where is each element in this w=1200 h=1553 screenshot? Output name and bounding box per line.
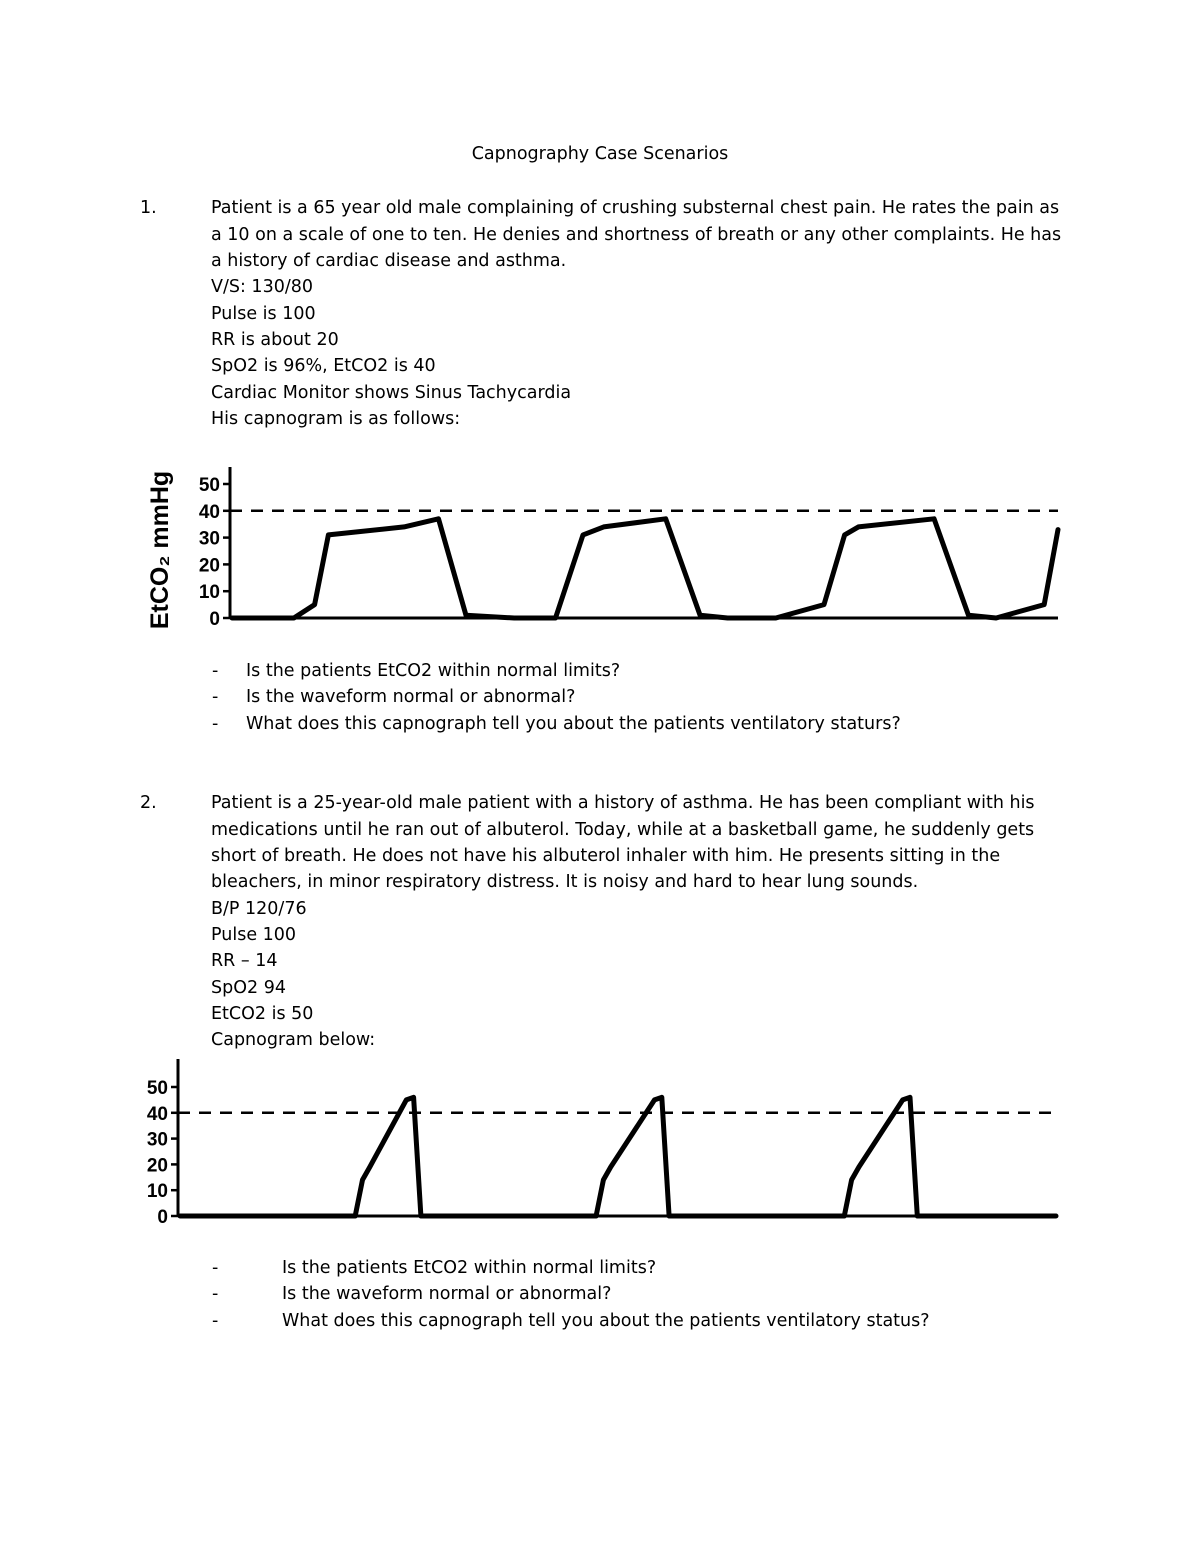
capnogram-chart-2 [0, 1055, 1200, 1235]
y-tick-label: 20 [198, 555, 220, 577]
y-tick-label: 30 [146, 1129, 168, 1151]
vital-etco2: EtCO2 is 50 [211, 1004, 314, 1024]
y-tick-label: 0 [157, 1207, 168, 1228]
vital-pulse: Pulse is 100 [211, 304, 316, 324]
capnogram-intro: Capnogram below: [211, 1030, 376, 1050]
y-tick-label: 20 [146, 1155, 168, 1177]
case-number: 2. [140, 793, 157, 813]
capnogram-chart-1 [0, 455, 1200, 640]
bullet: - [212, 687, 219, 707]
vital-signs: V/S: 130/80 [211, 277, 314, 297]
bullet: - [212, 661, 219, 681]
vital-rr: RR – 14 [211, 951, 278, 971]
y-axis-label: EtCO₂ mmHg [146, 470, 174, 630]
case-number: 1. [140, 198, 157, 218]
y-tick-label: 50 [146, 1078, 168, 1099]
vital-spo2: SpO2 94 [211, 978, 286, 998]
question: What does this capnograph tell you about the patients ventilatory staturs? [246, 714, 901, 734]
case-text-line: Patient is a 25-year-old male patient with a history of asthma. He has been compliant with his [211, 793, 1035, 813]
case-text-line: a history of cardiac disease and asthma. [211, 251, 567, 271]
question: What does this capnograph tell you about the patients ventilatory status? [282, 1311, 930, 1331]
page-title: Capnography Case Scenarios [471, 144, 729, 164]
case-text-line: bleachers, in minor respiratory distress. It is noisy and hard to hear lung sounds. [211, 872, 919, 892]
vital-rr: RR is about 20 [211, 330, 339, 350]
y-tick-label: 40 [146, 1103, 168, 1125]
vital-pulse: Pulse 100 [211, 925, 297, 945]
case-text-line: short of breath. He does not have his albuterol inhaler with him. He presents sitting in the [211, 846, 1001, 866]
capnogram-intro: His capnogram is as follows: [211, 409, 461, 429]
y-tick-label: 50 [198, 475, 220, 496]
vital-spo2-etco2: SpO2 is 96%, EtCO2 is 40 [211, 356, 436, 376]
case-text-line: a 10 on a scale of one to ten. He denies and shortness of breath or any other complaints. He has [211, 225, 1062, 245]
case-text-line: Patient is a 65 year old male complaining of crushing substernal chest pain. He rates the pain as [211, 198, 1060, 218]
question: Is the patients EtCO2 within normal limits? [282, 1258, 657, 1278]
vital-bp: B/P 120/76 [211, 899, 307, 919]
y-tick-label: 10 [146, 1181, 168, 1203]
bullet: - [212, 1284, 219, 1304]
y-tick-label: 30 [198, 528, 220, 550]
question: Is the waveform normal or abnormal? [246, 687, 576, 707]
question: Is the patients EtCO2 within normal limits? [246, 661, 621, 681]
waveform-line [232, 519, 1058, 618]
bullet: - [212, 1311, 219, 1331]
y-tick-label: 40 [198, 501, 220, 523]
cardiac-monitor: Cardiac Monitor shows Sinus Tachycardia [211, 383, 572, 403]
case-text-line: medications until he ran out of albuterol. Today, while at a basketball game, he suddenly gets [211, 820, 1035, 840]
waveform-line [180, 1097, 1056, 1216]
y-tick-label: 10 [198, 582, 220, 604]
bullet: - [212, 1258, 219, 1278]
bullet: - [212, 714, 219, 734]
y-tick-label: 0 [209, 609, 220, 630]
question: Is the waveform normal or abnormal? [282, 1284, 612, 1304]
